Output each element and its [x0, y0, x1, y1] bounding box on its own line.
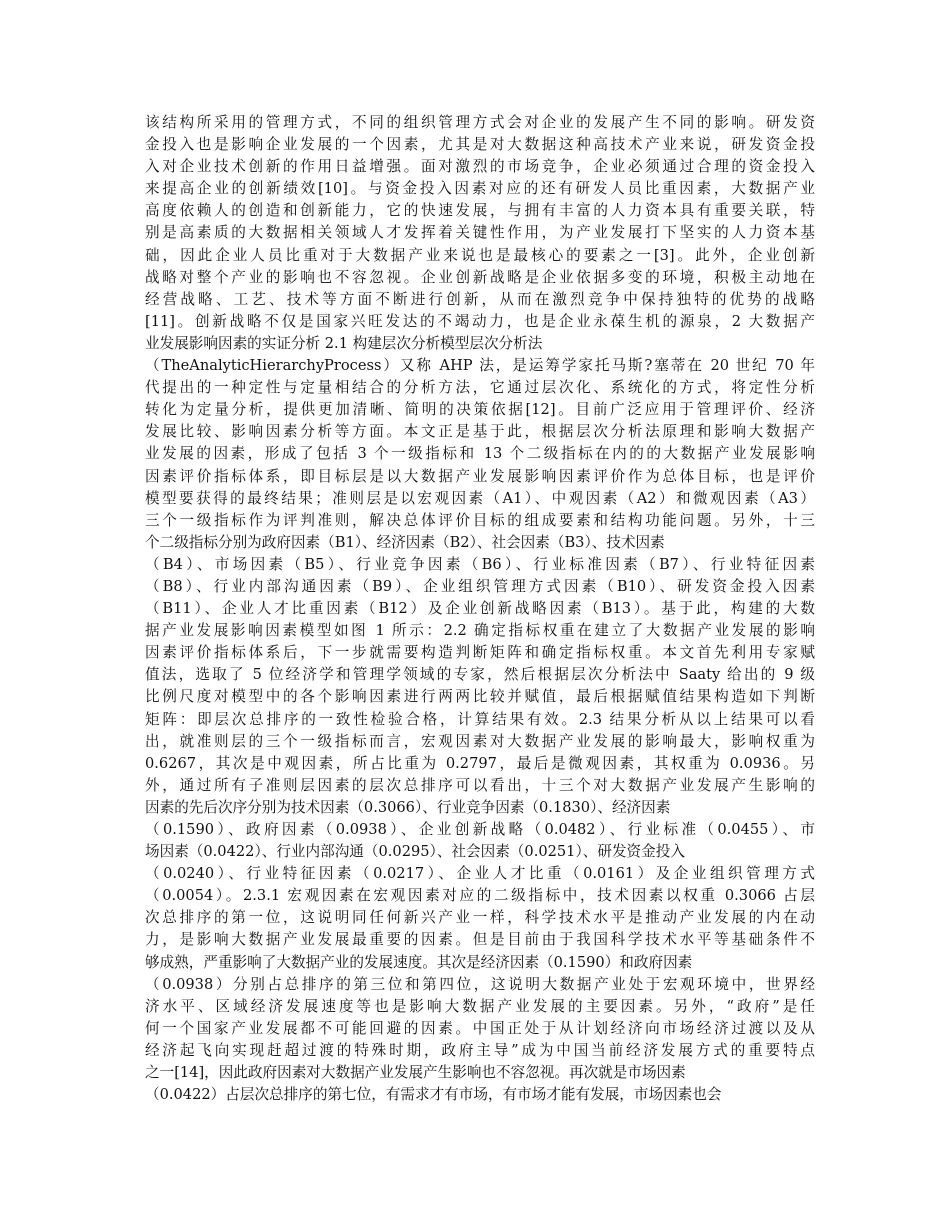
text-line: （B11）、企业人才比重因素（B12）及企业创新战略因素（B13）。基于此，构建的大数 [145, 600, 815, 618]
text-line: 三个一级指标作为评判准则，解决总体评价目标的组成要素和结构功能问题。另外，十三 [145, 511, 815, 529]
text-line: 础，因此企业人员比重对于大数据产业来说也是最核心的要素之一[3]。此外，企业创新 [145, 246, 815, 264]
text-line: 经营战略、工艺、技术等方面不断进行创新，从而在激烈竞争中保持独特的优势的战略 [145, 290, 815, 308]
text-line: 场因素（0.0422）、行业内部沟通（0.0295）、社会因素（0.0251）、研发资金投入 [145, 843, 685, 861]
text-line: 战略对整个产业的影响也不容忽视。企业创新战略是企业依据多变的环境，积极主动地在 [145, 268, 815, 286]
text-line: 入对企业技术创新的作用日益增强。面对激烈的市场竞争，企业必须通过合理的资金投入 [145, 158, 815, 176]
text-line: 该结构所采用的管理方式，不同的组织管理方式会对企业的发展产生不同的影响。研发资 [145, 114, 815, 131]
text-line: 够成熟，严重影响了大数据产业的发展速度。其次是经济因素（0.1590）和政府因素 [145, 953, 693, 971]
text-line: [11]。创新战略不仅是国家兴旺发达的不竭动力，也是企业永葆生机的源泉，2 大数据产 [145, 312, 815, 330]
text-line: 金投入也是影响企业发展的一个因素，尤其是对大数据这种高技术产业来说，研发资金投 [145, 136, 815, 154]
text-line: （0.0054）。2.3.1 宏观因素在宏观因素对应的二级指标中，技术因素以权重 0.3066 占层 [145, 887, 815, 905]
text-line: 高度依赖人的创造和创新能力，它的快速发展，与拥有丰富的人力资本具有重要关联，特 [145, 202, 815, 220]
text-line: 个二级指标分别为政府因素（B1）、经济因素（B2）、社会因素（B3）、技术因素 [145, 533, 665, 551]
text-line: （B4）、市场因素（B5）、行业竞争因素（B6）、行业标准因素（B7）、行业特征因素 [145, 555, 815, 573]
text-line: （B8）、行业内部沟通因素（B9）、企业组织管理方式因素（B10）、研发资金投入因素 [145, 577, 815, 595]
text-line: 转化为定量分析，提供更加清晰、简明的决策依据[12]。目前广泛应用于管理评价、经济 [145, 401, 815, 419]
text-line: （0.0422）占层次总排序的第七位，有需求才有市场，有市场才能有发展，市场因素也会 [145, 1086, 722, 1104]
text-line: 模型要获得的最终结果；准则层是以宏观因素（A1）、中观因素（A2）和微观因素（A3） [145, 489, 815, 507]
text-line: （TheAnalyticHierarchyProcess）又称 AHP 法，是运筹学家托马斯?塞蒂在 20 世纪 70 年 [145, 357, 815, 375]
text-line: 力，是影响大数据产业发展最重要的因素。但是目前由于我国科学技术水平等基础条件不 [145, 931, 815, 949]
text-line: 业发展影响因素的实证分析 2.1 构建层次分析模型层次分析法 [145, 334, 543, 352]
text-line: 何一个国家产业发展都不可能回避的因素。中国正处于从计划经济向市场经济过渡以及从 [145, 1019, 815, 1037]
text-line: 矩阵：即层次总排序的一致性检验合格，计算结果有效。2.3 结果分析从以上结果可以看 [145, 710, 815, 728]
text-line: 0.6267，其次是中观因素，所占比重为 0.2797，最后是微观因素，其权重为 0.0936。另 [145, 754, 815, 772]
text-line: （0.1590）、政府因素（0.0938）、企业创新战略（0.0482）、行业标准（0.0455）、市 [145, 821, 815, 838]
text-line: 发展比较、影响因素分析等方面。本文正是基于此，根据层次分析法原理和影响大数据产 [145, 423, 815, 441]
text-line: 出，就准则层的三个一级指标而言，宏观因素对大数据产业发展的影响最大，影响权重为 [145, 732, 815, 750]
text-line: 比例尺度对模型中的各个影响因素进行两两比较并赋值，最后根据赋值结果构造如下判断 [145, 688, 815, 706]
text-line: 次总排序的第一位，这说明同任何新兴产业一样，科学技术水平是推动产业发展的内在动 [145, 909, 815, 927]
text-line: 来提高企业的创新绩效[10]。与资金投入因素对应的还有研发人员比重因素，大数据产业 [145, 180, 815, 198]
text-line: （0.0240）、行业特征因素（0.0217）、企业人才比重（0.0161）及企业组织管理方式 [145, 865, 815, 883]
text-line: 因素的先后次序分别为技术因素（0.3066）、行业竞争因素（0.1830）、经济因素 [145, 798, 671, 816]
text-line: 之一[14]，因此政府因素对大数据产业发展产生影响也不容忽视。再次就是市场因素 [145, 1064, 686, 1082]
text-line: 外，通过所有子准则层因素的层次总排序可以看出，十三个对大数据产业发展产生影响的 [145, 776, 815, 794]
text-line: 据产业发展影响因素模型如图 1 所示：2.2 确定指标权重在建立了大数据产业发展的影响 [145, 622, 815, 640]
text-line: 因素评价指标体系，即目标层是以大数据产业发展影响因素评价作为总体目标，也是评价 [145, 467, 815, 485]
text-line: 值法，选取了 5 位经济学和管理学领域的专家，然后根据层次分析法中 Saaty 给出的 9 级 [145, 666, 815, 684]
text-line: （0.0938）分别占总排序的第三位和第四位，这说明大数据产业处于宏观环境中，世界经 [145, 975, 815, 993]
text-line: 业发展的因素，形成了包括 3 个一级指标和 13 个二级指标在内的的大数据产业发展影响 [145, 445, 815, 463]
text-line: 济水平、区域经济发展速度等也是影响大数据产业发展的主要因素。另外，“政府”是任 [145, 997, 815, 1015]
text-line: 因素评价指标体系后，下一步就需要构造判断矩阵和确定指标权重。本文首先利用专家赋 [145, 644, 815, 662]
text-line: 别是高素质的大数据相关领域人才发挥着关键性作用，为产业发展打下坚实的人力资本基 [145, 224, 815, 242]
text-line: 经济起飞向实现赶超过渡的特殊时期，政府主导”成为中国当前经济发展方式的重要特点 [145, 1041, 815, 1059]
body-text [145, 112, 815, 1106]
text-line: 代提出的一种定性与定量相结合的分析方法，它通过层次化、系统化的方式，将定性分析 [145, 379, 815, 397]
